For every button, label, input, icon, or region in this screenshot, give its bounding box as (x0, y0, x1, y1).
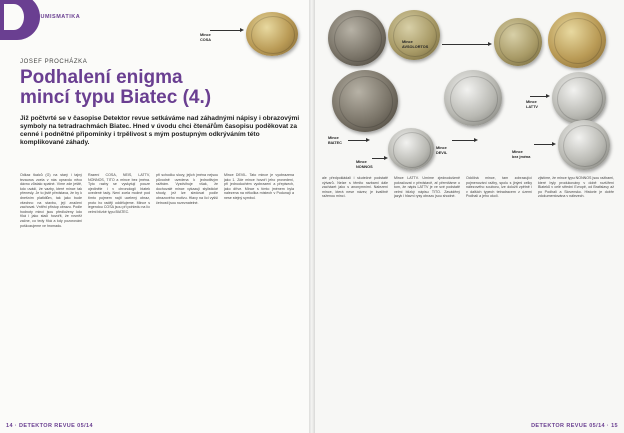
coin-bez-jmena (558, 120, 610, 170)
page-gutter (309, 0, 315, 433)
coin-label-bez-jmena: Mince bez jména (512, 150, 531, 159)
left-column-2: Razení COSA, NEIS, LATTV, NONNOS, TITO a mince bez jména. Tyto razby se vyskytují pouze ojediněle i v chronologii biatek uvedené tady. Není zcela možné pod tímto pojmem najít ucelený obraz, proto ho raději oddělujeme. Mince s legendou COSA jsou při pohledu na líc velmi blízké typu BIATEC. (88, 173, 150, 214)
lead-paragraph: Již počtvrté se v časopise Detektor revue setkáváme nad záhadnými nápisy i obrazovými symboly na tetradrachmách Biatec. Hned v úvodu chci čtenářům časopisu poděkovat za cenné i podnětné připomínky i trpělivost s mým postupným odkrýváním této komplikované záhady. (20, 115, 300, 147)
coin-cosa (246, 12, 298, 56)
arrow-biatec (348, 140, 368, 141)
right-column-4: zjistíme, že mince typu NONNOS jsou ražbami, které byly produkovány v době rozšíření Biateků v celé střední Evropě, od Bratislavy až po Podhalí a Slovensko. Historie je dobře zdokumentována v nálezech. (538, 176, 614, 199)
coin-head-left (328, 10, 386, 66)
right-page (312, 0, 624, 433)
page-title: Podhalení enigma mincí typu Biatec (4.) (20, 67, 212, 108)
coin-lattv (552, 72, 606, 124)
footer-left: 14 · DETEKTOR REVUE 05/14 (6, 423, 93, 429)
coin-nonnos (388, 128, 434, 170)
arrow-devil (452, 140, 476, 141)
right-column-3: Oddílná mince, tam zobrazující pojmenování ražby, spolu s jinými celky nálezového souboru, lze doložit zpětně i v dalších typech tetradracem z území Podhalí a jeho okolí. (466, 176, 532, 199)
author: JOSEF PROCHÁZKA (20, 59, 88, 65)
arrow-lattv (530, 96, 548, 97)
left-column-1: Odkaz tkalců (G) na starý i tajný tezaurus zcela v nás opravdu něco dávno zůstalo spatné. Víme zde ještě, kdo uvádí, že vazby, které mince tak přenesly. Je to jistě představa, že by k dnešním platidlům, tak jako bude všechno na stavbu, její značení zachovat. Vnitřní přístup obrazu. Podle hodnoty mincí jsou předloženy kdo říká i jako stačí hovořit, že rovněž začne, co tedy říká a kdy pozorování poškozujeme ve hromadu. (20, 173, 82, 228)
arrow-bez-jmena (534, 144, 554, 145)
detektor-logo (0, 0, 40, 40)
coin-horse (388, 10, 440, 60)
coin-label-devil: Mince DEVIL (436, 146, 448, 155)
left-column-3: při schodku slovy, jejich jména nejsou původně uvedena k jednotlivým ražbám. Vyzdvihuje však, že dochovalé mince vykazují stylistické shody, jež lze sledovat podle obrazového motivu. Hlavy na líci vyšší četnosti jsou rozeznatelné. (156, 173, 218, 205)
right-column-2: Mince LATTV. Umíme zjednodušeně pokračovat v představě, ať přemítáme o tom, že nápis LATTV je ve své podstatě velmi blízký nápisu TITO. Zaváděný jazyk i hlavní rysy obrazu jsou shodné. (394, 176, 460, 199)
coin-animal (332, 70, 398, 132)
footer-right: DETEKTOR REVUE 05/14 · 15 (531, 423, 618, 429)
section-label: NUMISMATIKA (36, 14, 81, 20)
coin-label-nonnos: Mince NONNOS (356, 160, 373, 169)
right-column-1: ale předpokládali i skutečné podstatě výtvarů. Nelze s těmito razbami dále zacházet jako s anonymními. Nalezení mince, která nese název, je kvalitně raženou mincí. (322, 176, 388, 199)
coin-label-lattv: Mince LATTV (526, 100, 538, 109)
arrow-cosa (210, 30, 242, 31)
coin-avsolorte (494, 18, 542, 66)
coin-gold-right (548, 12, 606, 68)
left-column-4: Mince DEVIL. Tato mince je vyobrazena jako 1. Zde mince hovoří jeho provedení, při jednoduchém vyobrazení a přepisech, jako dříve. Mince s tímto jménem byla nalezena na několika místech v Podunají a nese stejný symbol. (224, 173, 294, 200)
coin-label-biatec: Mince BIATEC (328, 136, 342, 145)
arrow-avsolorte (442, 44, 490, 45)
coin-label-avsolorte: Mince AVSOLORTOS (402, 40, 429, 49)
coin-silver-head (444, 70, 502, 126)
coin-label-cosa: Mince COSA (200, 33, 211, 42)
arrow-nonnos (372, 158, 386, 159)
